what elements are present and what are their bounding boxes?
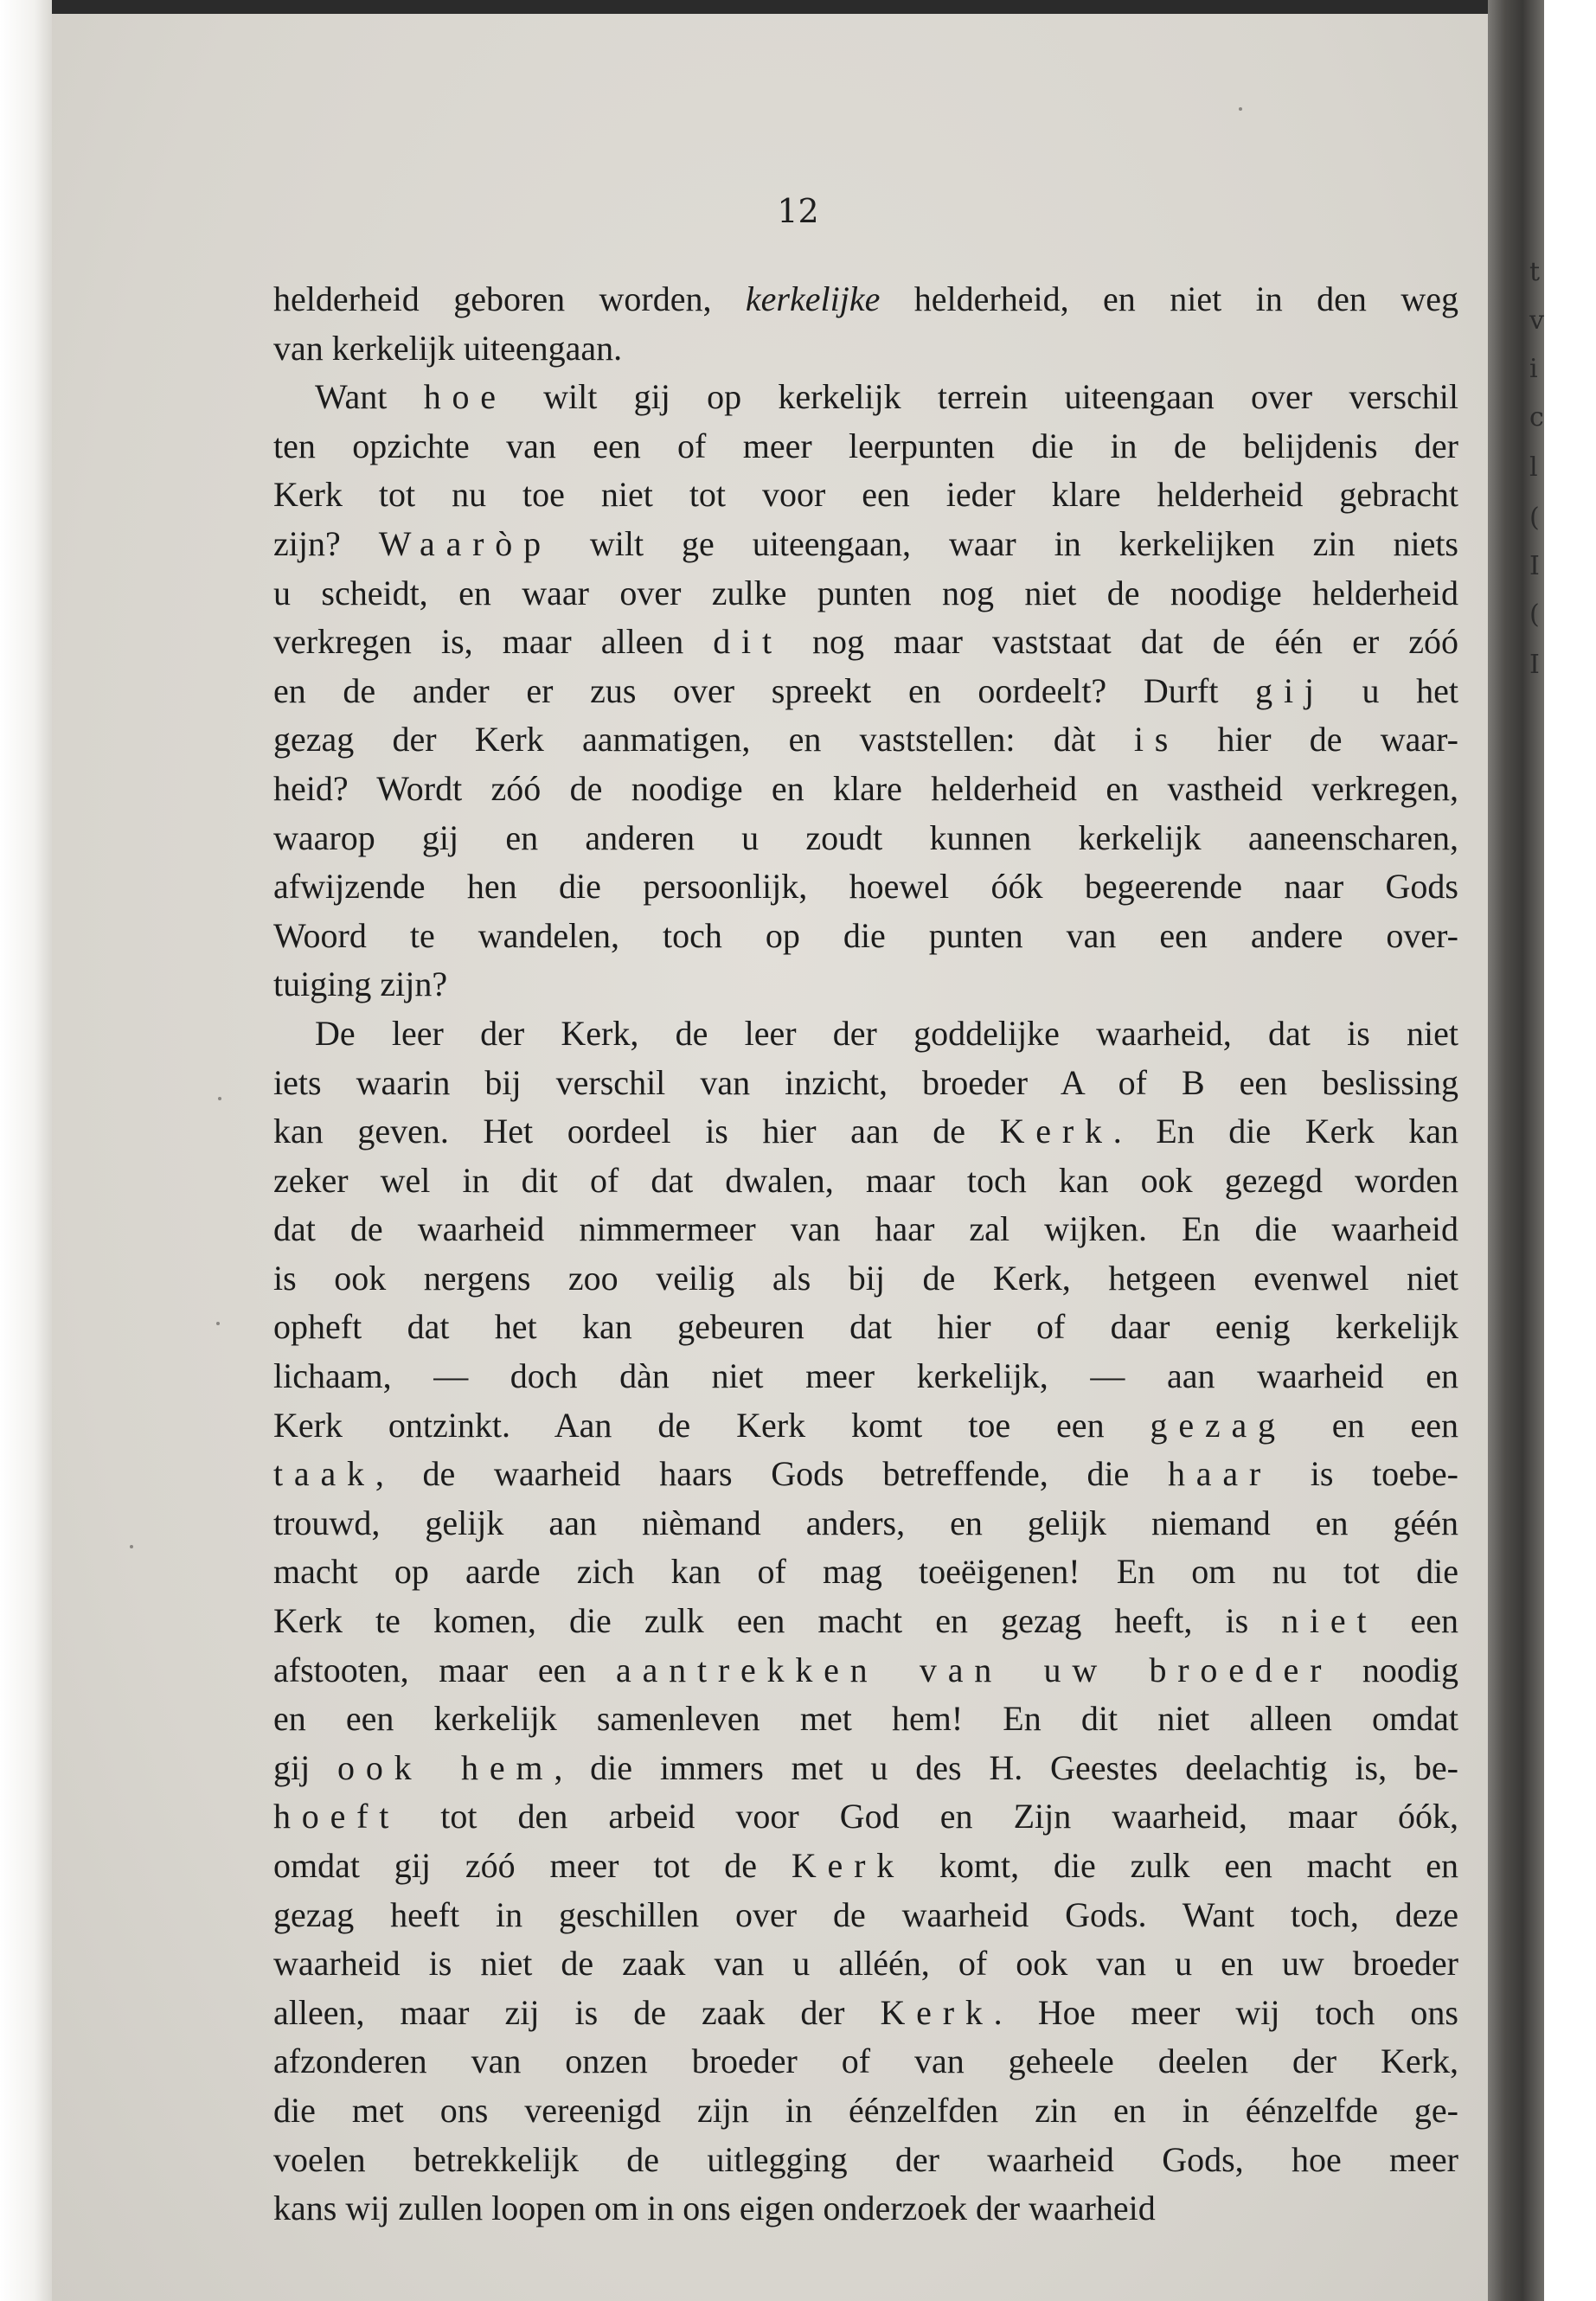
text-line <box>273 1891 1458 1940</box>
emphasized-word: dit <box>713 622 783 662</box>
text-run: . En die Kerk kan <box>1112 1112 1459 1151</box>
text-run: waarop gij en anderen u zoudt kunnen kerkelijk aaneenscharen, <box>273 817 1458 857</box>
text-run: is toebe- <box>1272 1454 1459 1494</box>
text-run: kans wij zullen loopen om in ons eigen onderzoek der waarheid <box>273 2189 1156 2228</box>
text-run: Want <box>315 377 424 417</box>
text-line <box>273 1254 1458 1304</box>
text-run: trouwd, gelijk aan nièmand anders, en gelijk niemand en géén <box>273 1503 1458 1542</box>
text-line <box>273 960 1458 1009</box>
text-line <box>273 1205 1458 1254</box>
adjacent-page-glyph: ( <box>1529 503 1540 533</box>
text-run: hier de waar- <box>1179 720 1458 760</box>
adjacent-page-glyph: t <box>1529 257 1541 287</box>
paper-speck <box>130 1545 133 1548</box>
text-run: Kerk te komen, die zulk een macht en gezag heeft, is <box>273 1601 1282 1641</box>
text-run: kan geven. Het oordeel is hier aan de <box>273 1112 1000 1151</box>
adjacent-page <box>1544 0 1596 2301</box>
text-line <box>273 1157 1458 1206</box>
text-run: Woord te wandelen, toch op die punten van een andere over- <box>273 915 1458 955</box>
text-line <box>273 1107 1458 1157</box>
text-run: macht op aarde zich kan of mag toeëigenen! En om nu tot die <box>273 1552 1458 1592</box>
emphasized-word: gij <box>1255 670 1325 710</box>
text-line <box>273 1450 1458 1499</box>
text-run: noodig <box>1332 1650 1458 1689</box>
emphasized-word: Waaròp <box>378 523 552 563</box>
emphasized-word: ook hem <box>337 1747 554 1787</box>
text-line <box>273 2086 1458 2136</box>
text-line <box>273 1646 1458 1695</box>
text-line <box>273 373 1458 422</box>
text-run: wilt gij op kerkelijk terrein uiteengaan over verschil <box>506 377 1459 417</box>
body-text <box>273 275 1458 2234</box>
text-line <box>273 569 1458 619</box>
text-run: gij <box>273 1747 338 1787</box>
text-run: tot den arbeid voor God en Zijn waarheid, maar óók, <box>400 1797 1458 1836</box>
text-line <box>273 2136 1458 2185</box>
text-line <box>273 471 1458 520</box>
text-run: een <box>1377 1601 1458 1641</box>
text-line <box>273 520 1458 569</box>
text-run: verkregen is, maar alleen <box>273 622 714 662</box>
text-run: . Hoe meer wij toch ons <box>993 1992 1458 2032</box>
adjacent-page-glyph: ( <box>1529 599 1540 630</box>
text-run: en een <box>1285 1405 1458 1445</box>
text-line <box>273 422 1458 471</box>
emphasized-word: haar <box>1168 1454 1272 1494</box>
text-run: lichaam, — doch dàn niet meer kerkelijk, — aan waarheid en <box>273 1356 1458 1396</box>
emphasized-word: hoeft <box>273 1797 401 1836</box>
text-run: tuiging zijn? <box>273 965 448 1004</box>
adjacent-page-glyph: v <box>1529 305 1544 336</box>
emphasized-word: hoe <box>423 377 507 417</box>
text-line <box>273 1989 1458 2038</box>
text-run: afstooten, maar een <box>273 1650 617 1689</box>
text-run: alleen, maar zij is de zaak der <box>273 1992 881 2032</box>
text-line <box>273 1792 1458 1842</box>
text-run: omdat gij zóó meer tot de <box>273 1846 792 1885</box>
text-line <box>273 862 1458 912</box>
text-run: waarheid is niet de zaak van u alléén, of ook van u en uw broeder <box>273 1944 1458 1984</box>
italic-word: kerkelijke <box>745 279 881 318</box>
text-run: van kerkelijk uiteengaan. <box>273 328 623 368</box>
text-run: komt, die zulk een macht en <box>905 1846 1458 1885</box>
text-line <box>273 2037 1458 2086</box>
paper-speck <box>1239 107 1242 111</box>
text-run: iets waarin bij verschil van inzicht, broeder A of B een beslissing <box>273 1062 1458 1102</box>
text-run: gezag heeft in geschillen over de waarheid Gods. Want toch, deze <box>273 1894 1458 1934</box>
page-number: 12 <box>777 192 819 230</box>
text-run: nog maar vaststaat dat de één er zóó <box>782 622 1458 662</box>
text-line <box>273 1059 1458 1108</box>
book-spine-shadow <box>1488 0 1544 2301</box>
text-line <box>273 715 1458 765</box>
adjacent-page-glyph: c <box>1529 402 1544 433</box>
text-line <box>273 1597 1458 1646</box>
text-run: en een kerkelijk samenleven met hem! En dit niet alleen omdat <box>273 1699 1458 1739</box>
text-run: is ook nergens zoo veilig als bij de Kerk, hetgeen evenwel niet <box>273 1258 1458 1298</box>
text-line <box>273 1401 1458 1451</box>
emphasized-word: is <box>1133 720 1180 760</box>
text-run: u het <box>1324 670 1458 710</box>
scan-top-edge <box>0 0 1596 14</box>
scan-left-margin <box>0 0 52 2301</box>
text-line <box>273 618 1458 667</box>
text-run: opheft dat het kan gebeuren dat hier of daar eenig kerkelijk <box>273 1307 1458 1347</box>
text-run: die met ons vereenigd zijn in éénzelfden zin en in éénzelfde ge- <box>273 2090 1458 2130</box>
paper-speck <box>216 1322 220 1325</box>
text-run: , de waarheid haars Gods betreffende, die <box>375 1454 1168 1494</box>
text-line <box>273 1695 1458 1744</box>
adjacent-page-glyph: I <box>1529 650 1540 680</box>
text-run: voelen betrekkelijk de uitlegging der waarheid Gods, hoe meer <box>273 2139 1458 2179</box>
text-run: De leer der Kerk, de leer der goddelijke waarheid, dat is niet <box>315 1013 1458 1053</box>
text-run: zijn? <box>273 523 379 563</box>
adjacent-page-glyph: i <box>1529 354 1538 384</box>
text-run: heid? Wordt zóó de noodige en klare helderheid en vastheid verkregen, <box>273 768 1458 808</box>
emphasized-word: aantrekken van uw broeder <box>616 1650 1333 1689</box>
adjacent-page-glyph: I <box>1529 551 1540 581</box>
emphasized-word: taak <box>273 1454 375 1494</box>
text-run: afwijzende hen die persoonlijk, hoewel óók begeerende naar Gods <box>273 867 1458 907</box>
adjacent-page-glyph: l <box>1529 452 1538 483</box>
text-run: en de ander er zus over spreekt en oordeelt? Durft <box>273 670 1256 710</box>
emphasized-word: niet <box>1281 1601 1378 1641</box>
text-line <box>273 1352 1458 1401</box>
text-line <box>273 275 1458 324</box>
emphasized-word: Kerk <box>791 1846 906 1885</box>
text-line <box>273 1499 1458 1548</box>
text-line <box>273 912 1458 961</box>
text-run: dat de waarheid nimmermeer van haar zal wijken. En die waarheid <box>273 1209 1458 1249</box>
text-run: helderheid geboren worden, <box>273 279 746 318</box>
emphasized-word: gezag <box>1150 1405 1286 1445</box>
text-run: zeker wel in dit of dat dwalen, maar toch kan ook gezegd worden <box>273 1160 1458 1200</box>
text-run: wilt ge uiteengaan, waar in kerkelijken zin niets <box>551 523 1458 563</box>
text-line <box>273 1548 1458 1597</box>
text-line <box>273 667 1458 716</box>
text-run: , die immers met u des H. Geestes deelachtig is, be- <box>554 1747 1458 1787</box>
text-run: ten opzichte van een of meer leerpunten die in de belijdenis der <box>273 426 1458 465</box>
emphasized-word: Kerk <box>880 1992 994 2032</box>
text-line <box>273 1842 1458 1891</box>
text-line <box>273 1009 1458 1059</box>
emphasized-word: Kerk <box>999 1112 1113 1151</box>
text-line <box>273 2184 1458 2234</box>
text-run: afzonderen van onzen broeder of van geheele deelen der Kerk, <box>273 2041 1458 2081</box>
text-line <box>273 1303 1458 1352</box>
text-run: Kerk tot nu toe niet tot voor een ieder klare helderheid gebracht <box>273 475 1458 515</box>
paper-speck <box>218 1097 221 1100</box>
text-line <box>273 1744 1458 1793</box>
text-run: u scheidt, en waar over zulke punten nog niet de noodige helderheid <box>273 573 1458 612</box>
text-run: Kerk ontzinkt. Aan de Kerk komt toe een <box>273 1405 1151 1445</box>
text-line <box>273 1939 1458 1989</box>
text-run: gezag der Kerk aanmatigen, en vaststellen: dàt <box>273 720 1134 760</box>
text-line <box>273 765 1458 814</box>
text-line <box>273 814 1458 863</box>
text-line <box>273 324 1458 374</box>
text-run: helderheid, en niet in den weg <box>880 279 1458 318</box>
